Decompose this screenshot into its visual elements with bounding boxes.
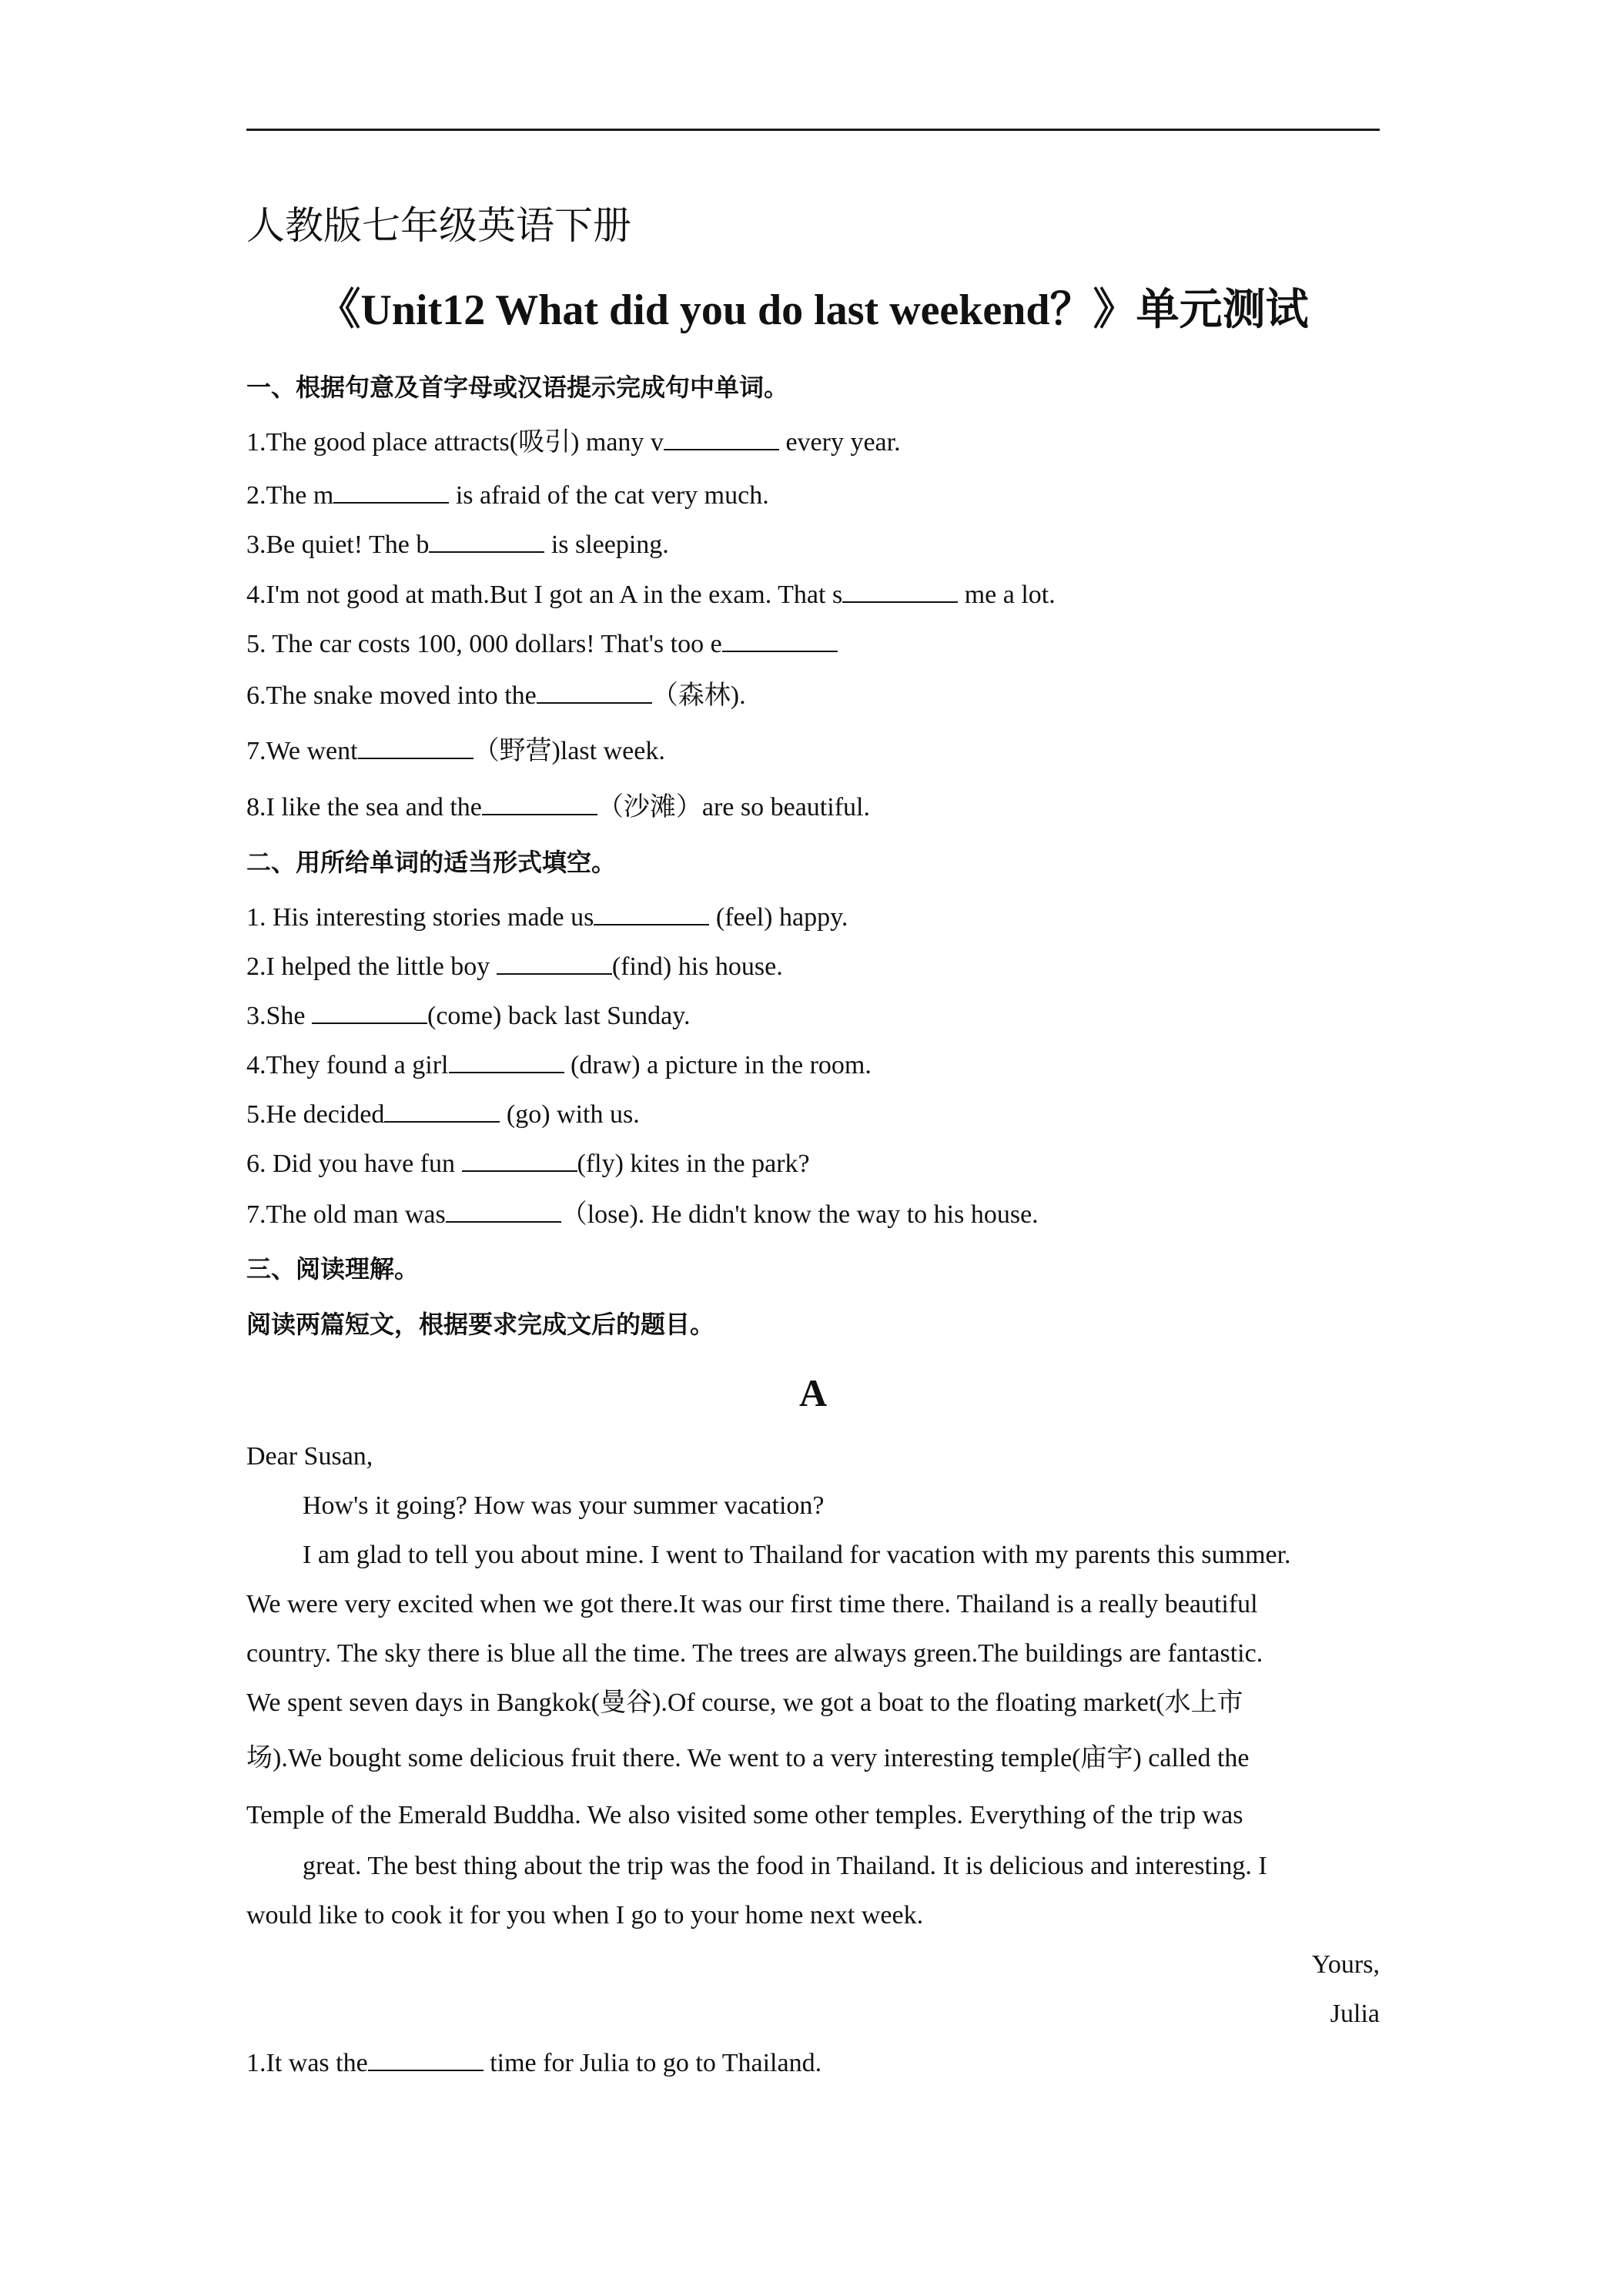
passage-line: We were very excited when we got there.It was our first time there. Thailand is a really beautiful — [246, 1590, 1258, 1618]
reading-question-1: 1.It was the time for Julia to go to Thailand. — [246, 2047, 822, 2080]
passage-line: We spent seven days in Bangkok(曼谷).Of course, we got a boat to the floating market(水上市 — [246, 1689, 1243, 1717]
s1-item-6: 6.The snake moved into the （森林). — [246, 679, 746, 713]
answer-blank[interactable] — [594, 901, 709, 925]
answer-blank[interactable] — [384, 1098, 500, 1123]
s1-item-5: 5. The car costs 100, 000 dollars! That's too e — [246, 628, 838, 661]
answer-blank[interactable] — [312, 999, 427, 1024]
s1-item-1: 1.The good place attracts(吸引) many v every year. — [246, 426, 901, 460]
s2-item-6: 6. Did you have fun (fly) kites in the park? — [246, 1147, 810, 1181]
s2-item-1: 1. His interesting stories made us (feel) happy. — [246, 901, 848, 935]
passage-line: country. The sky there is blue all the time. The trees are always green.The buildings are fantastic. — [246, 1639, 1263, 1668]
page-title: 人教版七年级英语下册 — [246, 203, 631, 248]
page-subtitle: 《Unit12 What did you do last weekend？》单元测试 — [317, 286, 1309, 334]
answer-blank[interactable] — [842, 578, 958, 603]
s2-item-2: 2.I helped the little boy (find) his house. — [246, 950, 783, 984]
answer-blank[interactable] — [446, 1198, 561, 1223]
s2-item-4: 4.They found a girl (draw) a picture in the room. — [246, 1049, 872, 1083]
answer-blank[interactable] — [368, 2047, 484, 2071]
s1-item-7: 7.We went （野营)last week. — [246, 735, 665, 768]
answer-blank[interactable] — [429, 528, 544, 553]
answer-blank[interactable] — [333, 479, 449, 504]
answer-blank[interactable] — [462, 1147, 577, 1172]
answer-blank[interactable] — [449, 1049, 564, 1073]
letter-closing: Yours, — [1311, 1950, 1380, 1979]
section1-heading: 一、根据句意及首字母或汉语提示完成句中单词。 — [246, 373, 789, 402]
s1-item-8: 8.I like the sea and the （沙滩）are so beautiful. — [246, 791, 870, 825]
answer-blank[interactable] — [482, 791, 597, 815]
passage-line: Temple of the Emerald Buddha. We also visited some other temples. Everything of the trip was — [246, 1801, 1243, 1829]
passage-line: great. The best thing about the trip was the food in Thailand. It is delicious and interesting. I — [303, 1852, 1267, 1880]
passage-line: 场).We bought some delicious fruit there. We went to a very interesting temple(庙宇) called the — [246, 1744, 1250, 1772]
answer-blank[interactable] — [497, 950, 612, 975]
passage-letter: A — [798, 1371, 828, 1414]
passage-line: How's it going? How was your summer vacation? — [303, 1491, 825, 1520]
section2-heading: 二、用所给单词的适当形式填空。 — [246, 848, 617, 877]
answer-blank[interactable] — [537, 679, 652, 704]
letter-greeting: Dear Susan, — [246, 1442, 373, 1471]
passage-line: I am glad to tell you about mine. I went to Thailand for vacation with my parents this summer. — [303, 1541, 1291, 1569]
passage-line: would like to cook it for you when I go to your home next week. — [246, 1901, 924, 1930]
s2-item-5: 5.He decided (go) with us. — [246, 1098, 640, 1132]
section3-heading: 三、阅读理解。 — [246, 1254, 420, 1284]
s2-item-7: 7.The old man was （lose). He didn't know the way to his house. — [246, 1198, 1039, 1232]
s2-item-3: 3.She (come) back last Sunday. — [246, 999, 690, 1033]
s1-item-3: 3.Be quiet! The b is sleeping. — [246, 528, 669, 562]
answer-blank[interactable] — [358, 735, 474, 759]
s1-item-4: 4.I'm not good at math.But I got an A in the exam. That s me a lot. — [246, 578, 1056, 612]
header-rule — [246, 129, 1380, 131]
answer-blank[interactable] — [722, 628, 838, 652]
section3-instruction: 阅读两篇短文，根据要求完成文后的题目。 — [246, 1310, 715, 1339]
answer-blank[interactable] — [664, 426, 779, 450]
letter-signature: Julia — [1330, 2000, 1380, 2028]
s1-item-2: 2.The m is afraid of the cat very much. — [246, 479, 769, 513]
